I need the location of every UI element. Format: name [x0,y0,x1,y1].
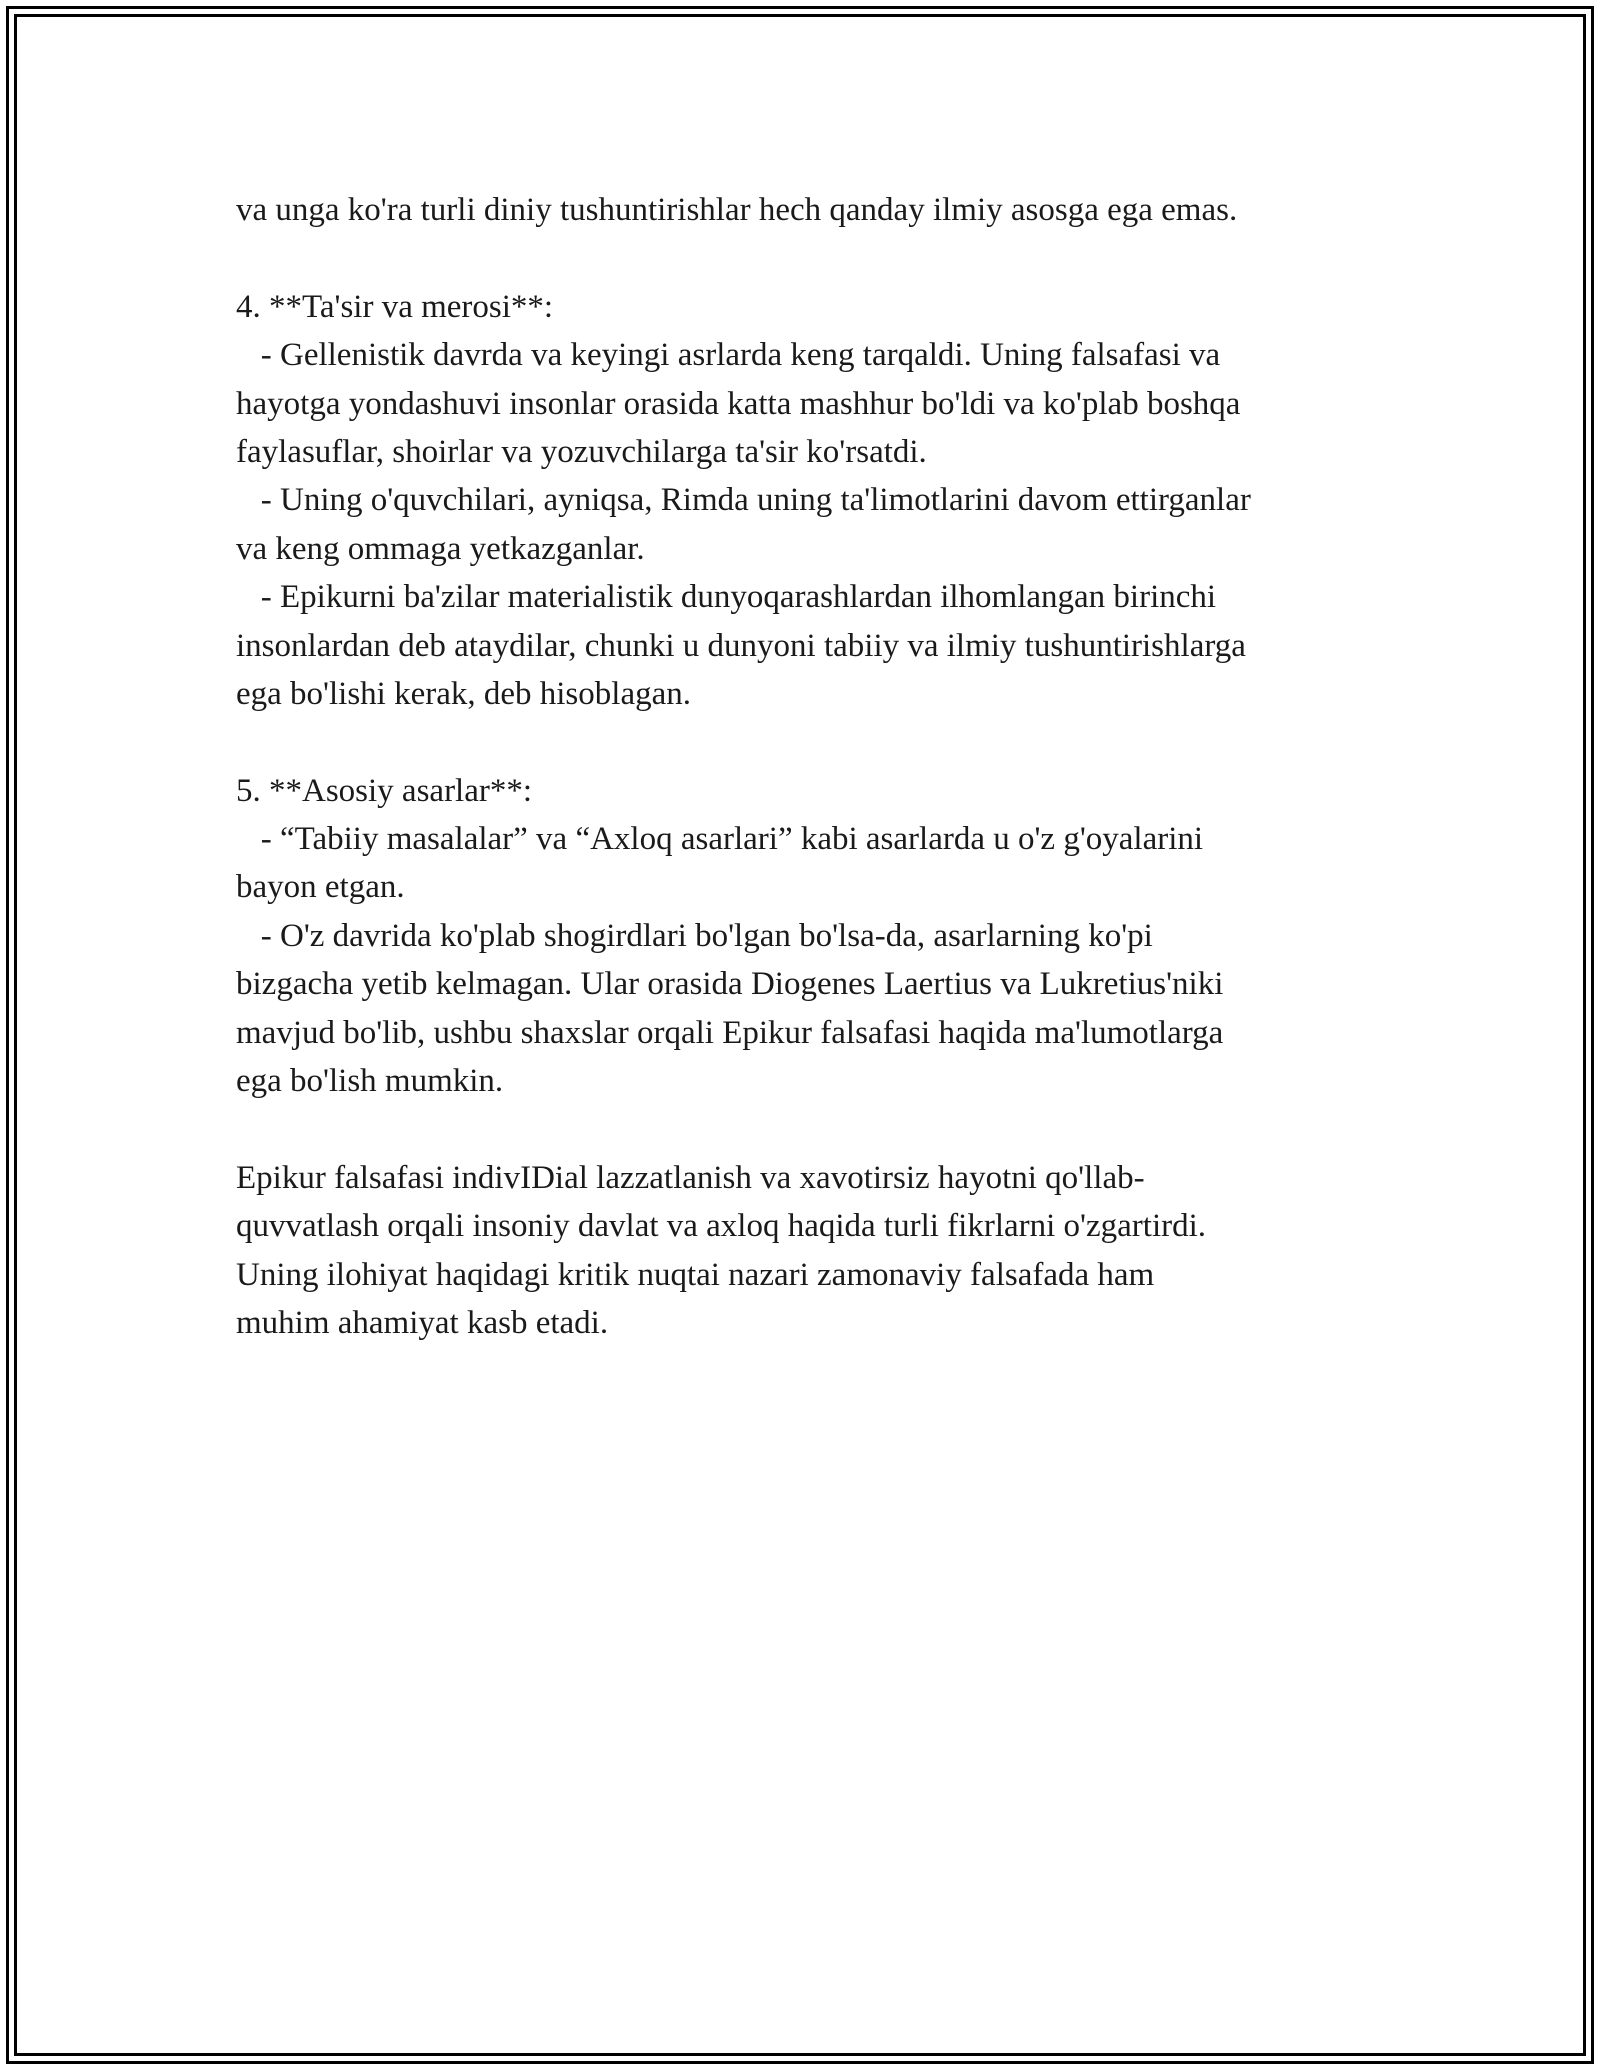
section-heading: 4. **Ta'sir va merosi**: [236,288,554,325]
blank-line [236,234,1396,282]
section-heading: 5. **Asosiy asarlar**: [236,772,533,809]
text-line: quvvatlash orqali insoniy davlat va axloq haqida turli fikrlarni o'zgartirdi. [236,1208,1207,1245]
text-line: - O'z davrida ko'plab shogirdlari bo'lgan bo'lsa-da, asarlarning ko'pi [236,917,1153,954]
text-line: bizgacha yetib kelmagan. Ular orasida Diogenes Laertius va Lukretius'niki [236,966,1224,1003]
text-line: Uning ilohiyat haqidagi kritik nuqtai nazari zamonaviy falsafada ham [236,1256,1155,1293]
blank-line [236,1105,1396,1153]
document-body [236,186,1396,1347]
text-line: - Epikurni ba'zilar materialistik dunyoqarashlardan ilhomlangan birinchi [236,579,1217,616]
text-line: va unga ko'ra turli diniy tushuntirishlar hech qanday ilmiy asosga ega emas. [236,192,1238,228]
text-line: va keng ommaga yetkazganlar. [236,530,645,567]
text-line: ega bo'lish mumkin. [236,1063,504,1100]
text-line: ega bo'lishi kerak, deb hisoblagan. [236,675,691,712]
text-line: - “Tabiiy masalalar” va “Axloq asarlari” kabi asarlarda u o'z g'oyalarini [236,821,1204,858]
text-line: insonlardan deb ataydilar, chunki u dunyoni tabiiy va ilmiy tushuntirishlarga [236,627,1246,664]
text-line: mavjud bo'lib, ushbu shaxslar orqali Epikur falsafasi haqida ma'lumotlarga [236,1014,1224,1051]
text-line: hayotga yondashuvi insonlar orasida katta mashhur bo'ldi va ko'plab boshqa [236,385,1241,422]
text-line: - Gellenistik davrda va keyingi asrlarda keng tarqaldi. Uning falsafasi va [236,337,1221,374]
text-line: - Uning o'quvchilari, ayniqsa, Rimda uning ta'limotlarini davom ettirganlar [236,482,1251,519]
text-line: faylasuflar, shoirlar va yozuvchilarga ta'sir ko'rsatdi. [236,433,927,470]
text-line: Epikur falsafasi indivIDial lazzatlanish va xavotirsiz hayotni qo'llab- [236,1159,1145,1196]
text-line: bayon etgan. [236,869,405,906]
blank-line [236,718,1396,766]
text-line: muhim ahamiyat kasb etadi. [236,1304,609,1341]
